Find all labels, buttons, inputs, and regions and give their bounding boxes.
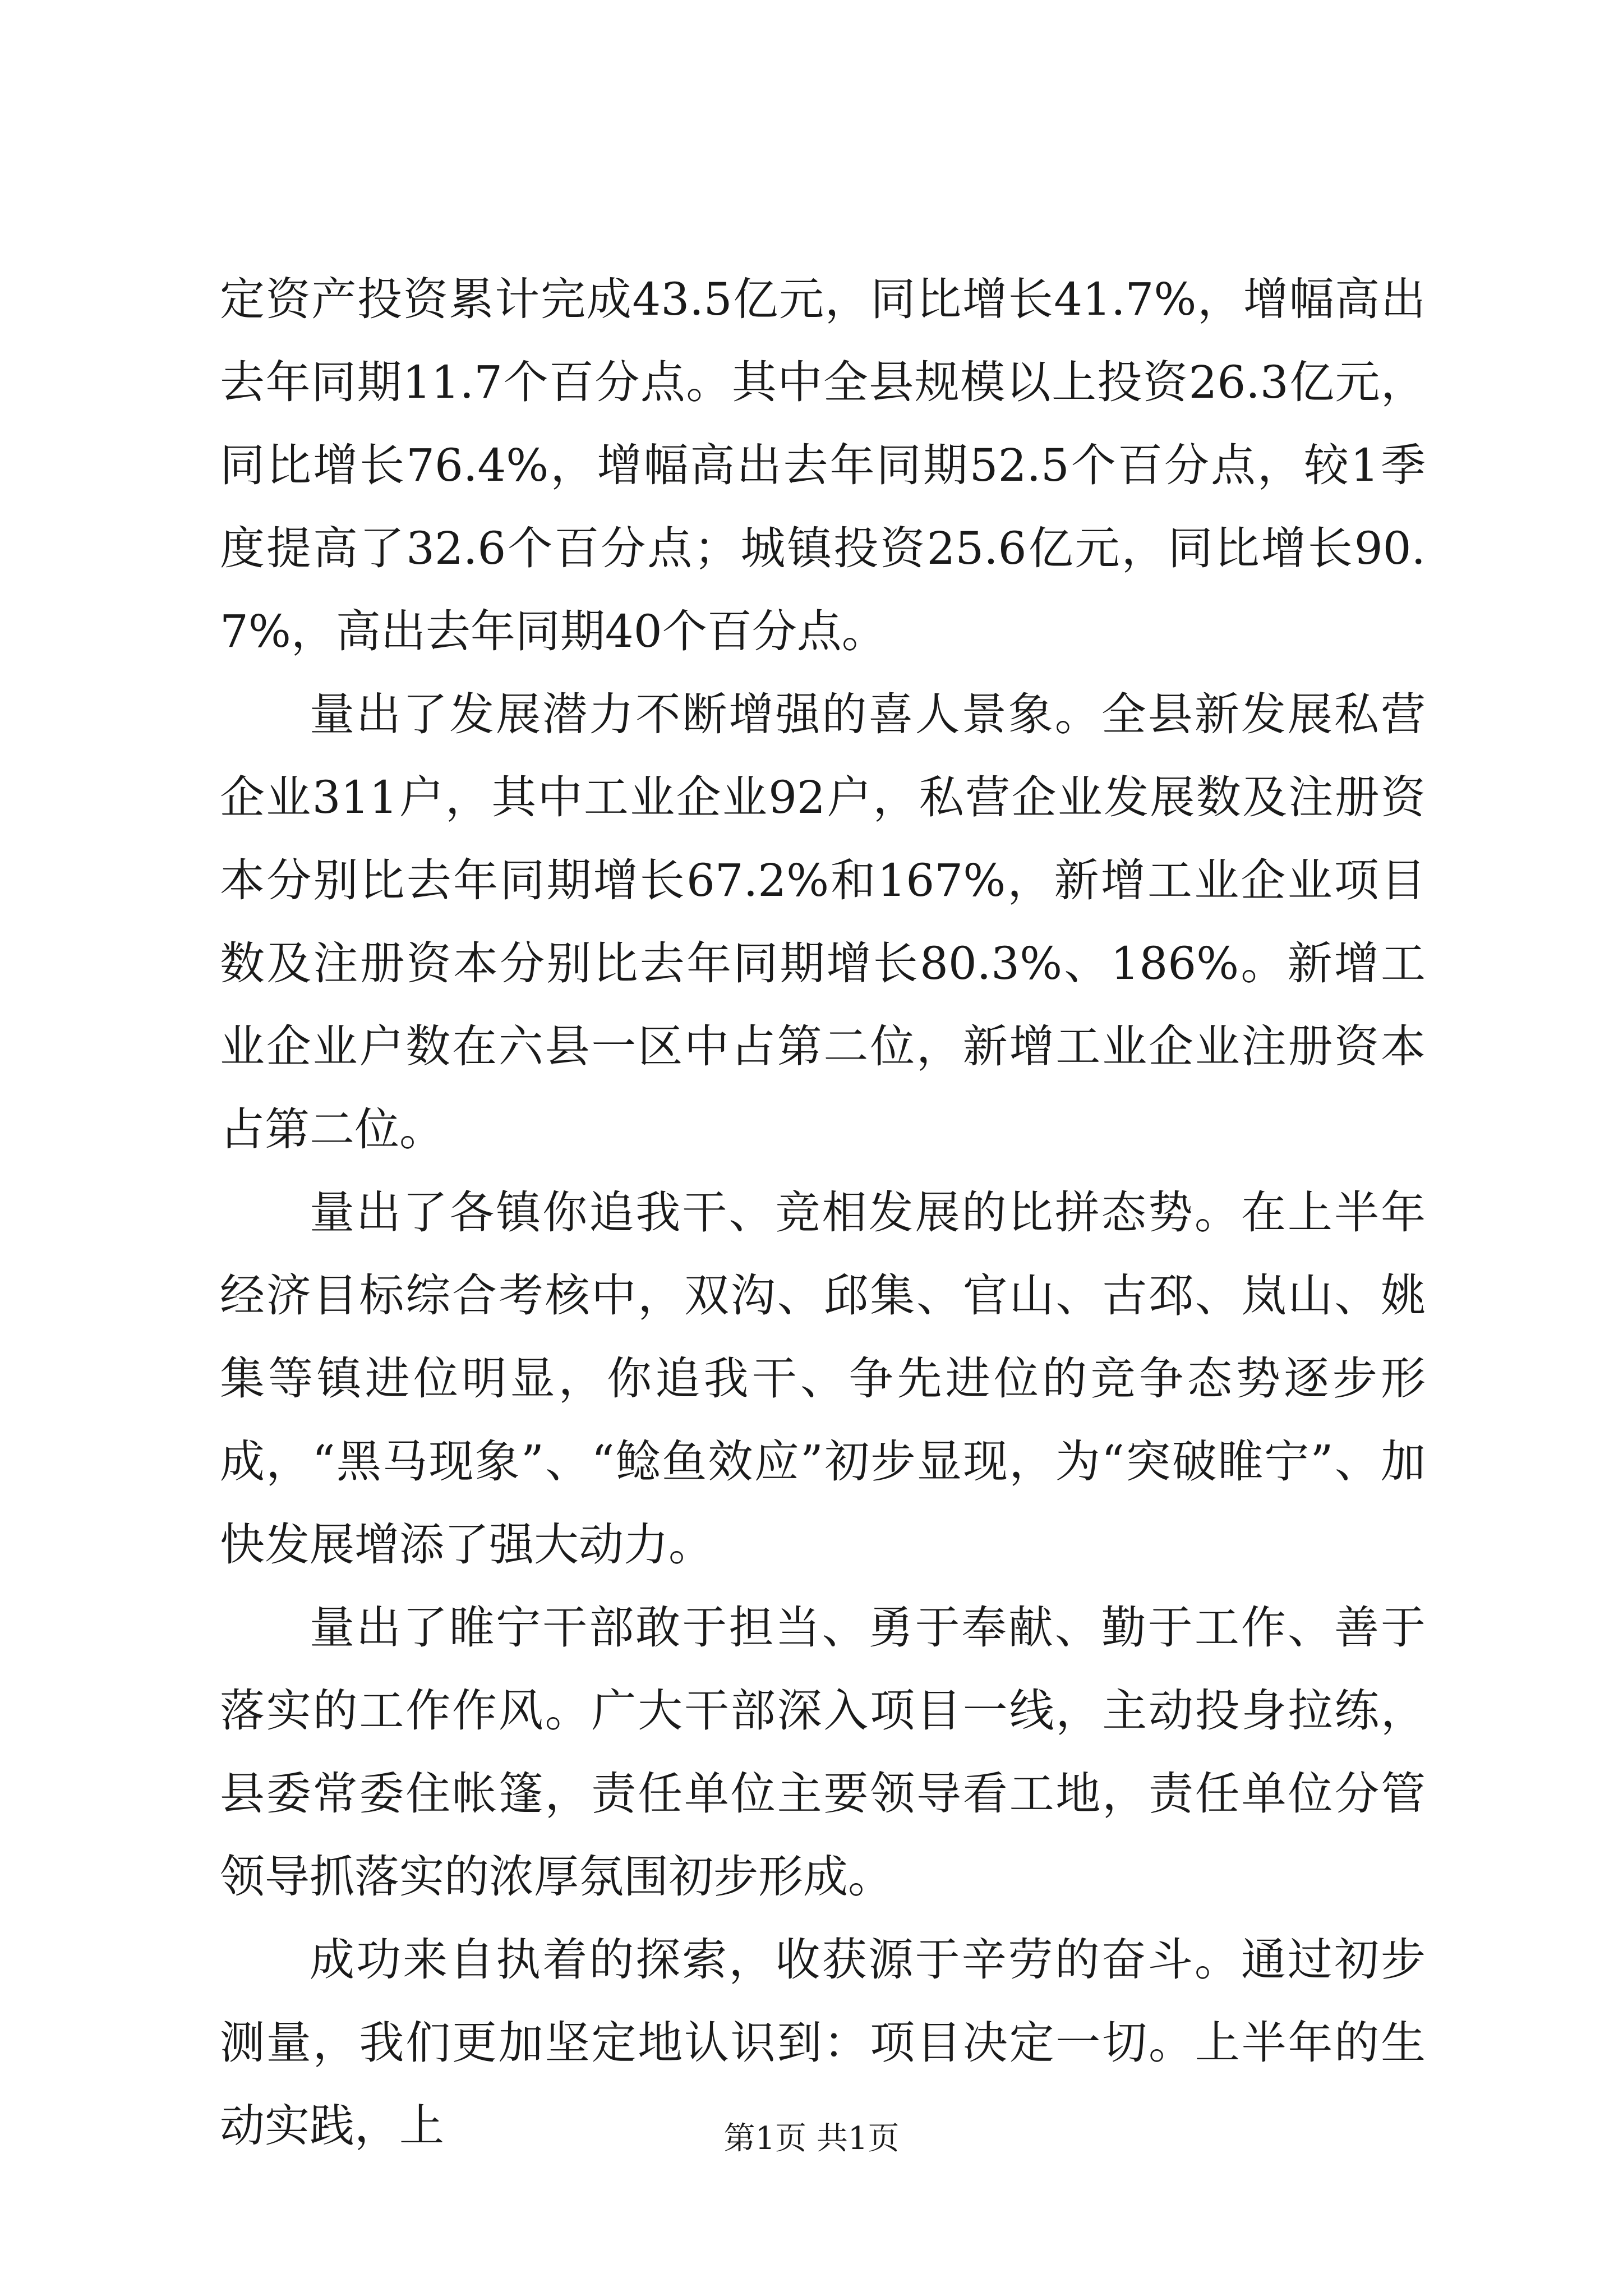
paragraph-3: 量出了各镇你追我干、竞相发展的比拼态势。在上半年经济目标综合考核中，双沟、邱集、官山、古邳、岚山、姚集等镇进位明显，你追我干、争先进位的竞争态势逐步形成，“黑马现象”、“鲶鱼效应”初步显现，为“突破睢宁”、加快发展增添了强大动力。 (220, 1186, 1426, 1571)
paragraph-2: 量出了发展潜力不断增强的喜人景象。全县新发展私营企业311户，其中工业企业92户，私营企业发展数及注册资本分别比去年同期增长67.2%和167%，新增工业企业项目数及注册资本分别比去年同期增长80.3%、186%。新增工业企业户数在六县一区中占第二位，新增工业企业注册资本占第二位。 (220, 688, 1426, 1156)
paragraph-5: 成功来自执着的探索，收获源于辛劳的奋斗。通过初步测量，我们更加坚定地认识到：项目决定一切。上半年的生动实践，上 (220, 1934, 1426, 2152)
page-footer (0, 2119, 1623, 2159)
paragraph-1: 定资产投资累计完成43.5亿元，同比增长41.7%，增幅高出去年同期11.7个百分点。其中全县规模以上投资26.3亿元，同比增长76.4%，增幅高出去年同期52.5个百分点，较1季度提高了32.6个百分点；城镇投资25.6亿元，同比增长90.7%，高出去年同期40个百分点。 (220, 273, 1426, 657)
document-body (220, 258, 1426, 2168)
paragraph-4: 量出了睢宁干部敢于担当、勇于奉献、勤于工作、善于落实的工作作风。广大干部深入项目一线，主动投身拉练，县委常委住帐篷，责任单位主要领导看工地，责任单位分管领导抓落实的浓厚氛围初步形成。 (220, 1602, 1426, 1903)
page-number-label: 第1页 共1页 (723, 2120, 900, 2157)
